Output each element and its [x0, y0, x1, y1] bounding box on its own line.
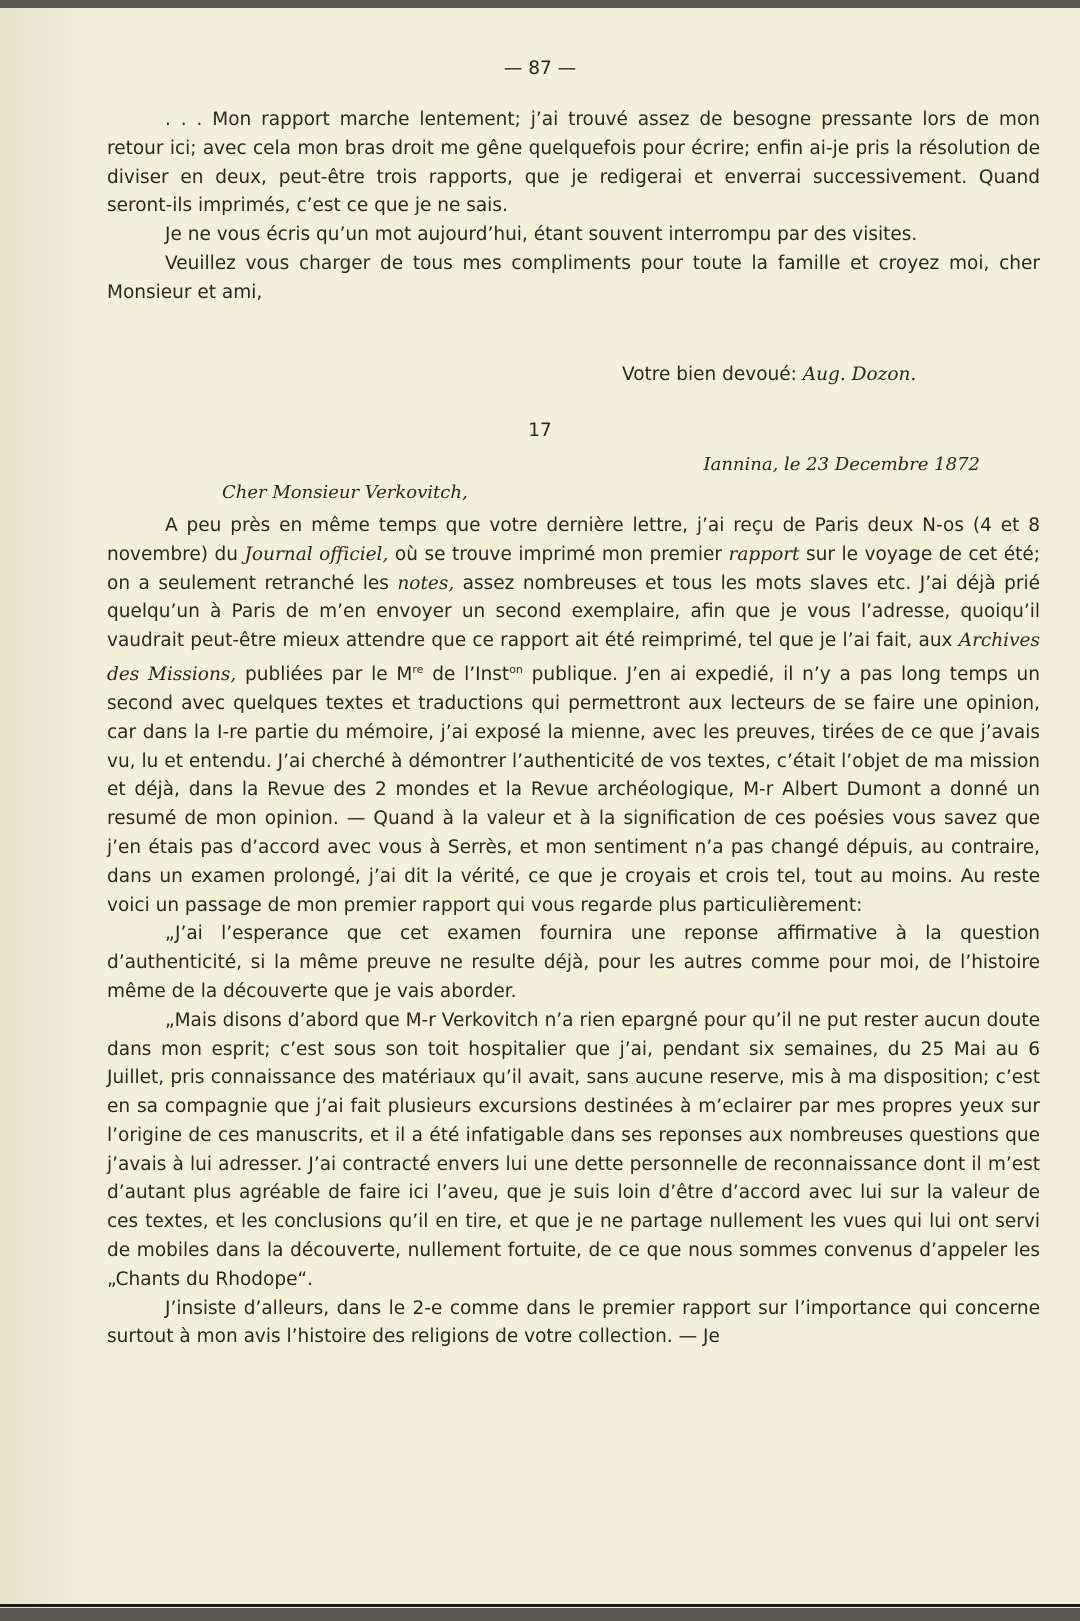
paragraph [107, 512, 1040, 920]
emphasis: notes, [397, 572, 455, 594]
signature-name: Aug. Dozon. [802, 364, 917, 385]
book-page [0, 8, 1080, 1608]
superscript: on [509, 662, 523, 676]
page-number: — 87 — [503, 58, 577, 79]
signature-prefix: Votre bien devoué: [622, 364, 797, 385]
signature [622, 364, 916, 385]
text-run: A peu près en même temps que votre dernière lettre, j’ai reçu de Paris deux N-os (4 et 8 novembre) du [107, 515, 1040, 565]
letter-end [107, 106, 1040, 308]
journal-title: Journal officiel, [244, 543, 389, 565]
text-run: sur le voyage de cet été; on a seulement retranché les [107, 543, 1040, 594]
emphasis: rapport [728, 543, 800, 565]
paragraph: J’insiste d’alleurs, dans le 2-e comme dans le premier rapport sur l’importance qui concerne surtout à mon avis l’histoire des religions de votre collection. — Je [107, 1297, 1040, 1348]
text-run: où se trouve imprimé mon premier [388, 543, 729, 565]
paragraph: „J’ai l’esperance que cet examen fournira une reponse affirmative à la question d’authenticité, si la même preuve ne resulte déjà, pour les autres comme pour moi, de l’histoire même de la découverte que je vais aborder. [107, 923, 1040, 1002]
paragraph: . . . Mon rapport marche lentement; j’ai trouvé assez de besogne pressante lors de mon retour ici; avec cela mon bras droit me gêne quelquefois pour écrire; enfin ai-je pris la résolution de diviser en deux, peut-être trois rapports, que je redigerai et enverrai successivement. Quand seront-ils imprimés, c’est ce que je ne sais. [107, 109, 1040, 217]
text-run: publique. J’en ai expedié, il n’y a pas long temps un second avec quelques textes et traductions qui permettront aux lecteurs de se faire une opinion, car dans la I-re partie du mémoire, j’ai exposé la mienne, avec les preuves, tirées de ce que j’avais vu, lu et entendu. J’ai cherché à démontrer l’authenticité de vos textes, c’était l’objet de ma mission et déjà, dans la Revue des 2 mondes et la Revue archéologique, M-r Albert Dumont a donné un resumé de mon opinion. — Quand à la valeur et à la signification de ces poésies vous savez que j’en étais pas d’accord avec vous à Serrès, et mon sentiment n’a pas changé dépuis, au contraire, dans un examen prolongé, j’ai dit la vérité, ce que je croyais et crois tel, tout au moins. Au reste voici un passage de mon premier rapport qui vous regarde plus particulièrement: [107, 664, 1041, 916]
scan-edge-line [0, 1604, 1080, 1607]
text-run: publiées par le M [236, 664, 413, 686]
paragraph: Je ne vous écris qu’un mot aujourd’hui, étant souvent interrompu par des visites. [165, 224, 918, 246]
paragraph: „Mais disons d’abord que M-r Verkovitch n’a rien epargné pour qu’il ne put rester aucun doute dans mon esprit; c’est sous son toit hospitalier que j’ai, pendant six semaines, du 25 Mai au 6 Juillet, pris connaissance des matériaux qu’il avait, sans aucune reserve, mis à ma disposition; c’est en sa compagnie que j’ai fait plusieurs excursions destinées à m’eclairer par mes propres yeux sur l’origine de ces manuscrits, et il a été infatigable dans ses reponses aux nombreuses questions que j’avais à lui adresser. J’ai contracté envers lui une dette personnelle de reconnaissance dont il m’est d’autant plus agréable de faire ici l’aveu, que je suis loin d’être d’accord avec lui sur la valeur de ces textes, et les conclusions qu’il en tire, et que je ne partage nullement les vues qui lui ont servi de mobiles dans la découverte, nullement fortuite, de ce que nous sommes convenus d’appeler les „Chants du Rhodope“. [107, 1009, 1040, 1290]
paragraph: Veuillez vous charger de tous mes compliments pour toute la famille et croyez moi, cher Monsieur et ami, [107, 252, 1040, 303]
dateline: Iannina, le 23 Decembre 1872 [703, 454, 980, 475]
salutation: Cher Monsieur Verkovitch, [222, 482, 468, 503]
archives-title: Archives des Missions, [107, 630, 1040, 686]
text-run: de l’Inst [423, 664, 510, 686]
letter-number: 17 [528, 420, 552, 441]
text-run: assez nombreuses et tous les mots slaves etc. J’ai déjà prié quelqu’un à Paris de m’en envoyer un second exemplaire, afin que je vous l’adresse, quoiqu’il vaudrait peut-être mieux attendre que ce rapport ait été reimprimé, tel que je l’ai fait, aux [107, 572, 1041, 652]
superscript: re [412, 662, 424, 676]
letter-body [107, 512, 1040, 1352]
